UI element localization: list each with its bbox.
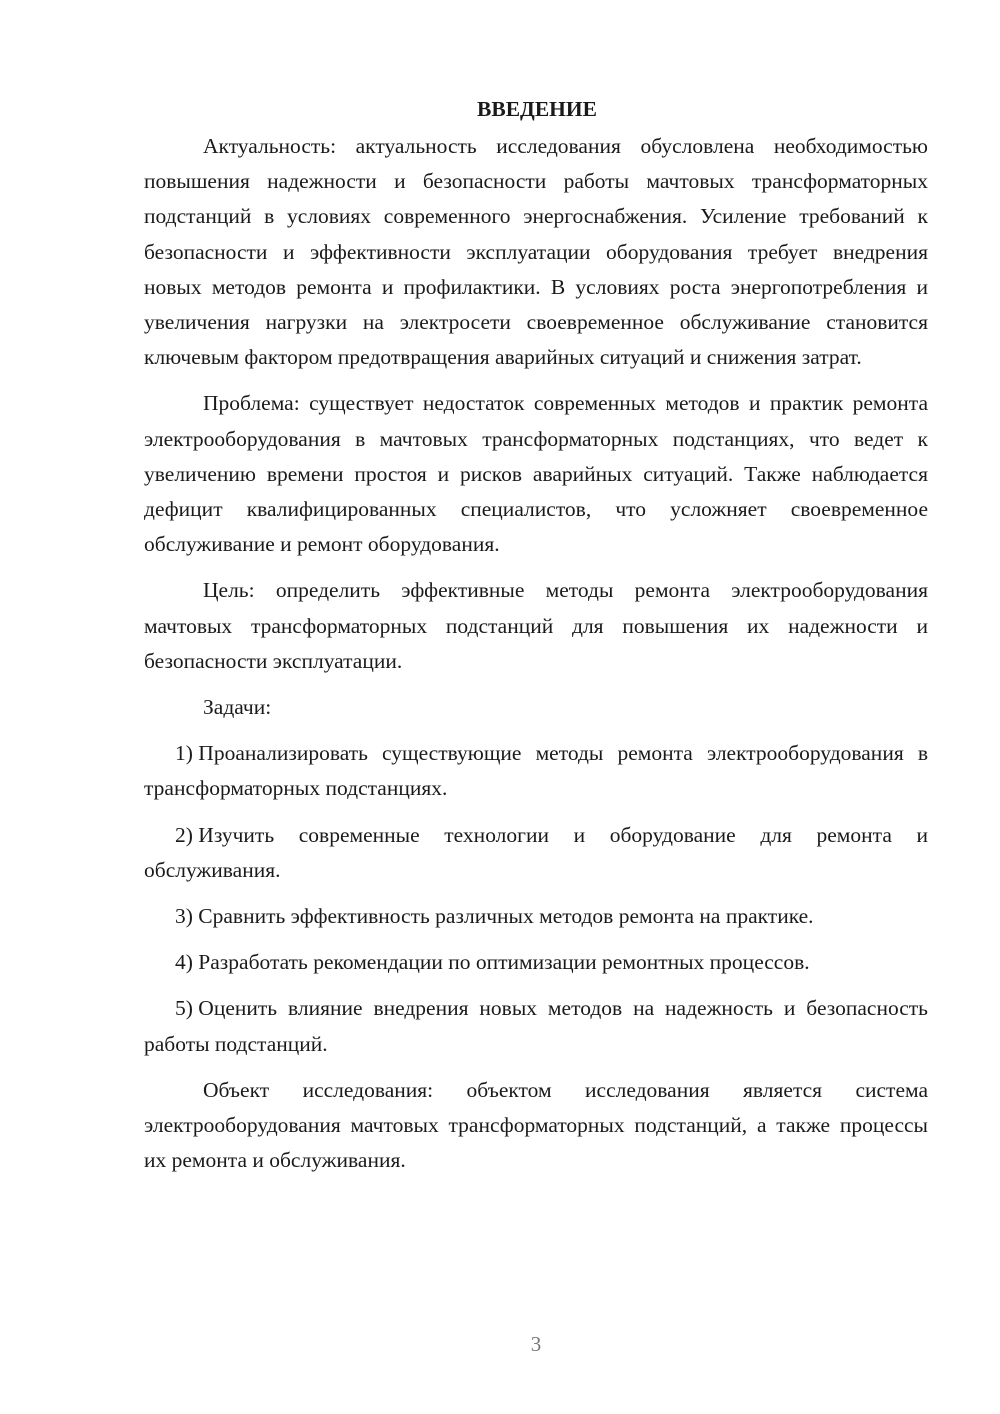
section-title: ВВЕДЕНИЕ xyxy=(477,97,597,121)
task-text: Оценить влияние внедрения новых методов на надежность и безопасность работы подстанций. xyxy=(144,996,928,1056)
relevance-paragraph: Актуальность: актуальность исследования обусловлена необходимостью повышения надежности и безопасности работы мачтовых трансформаторных подстанций в условиях современного энергоснабжения. Усиление требований к безопасности и эффективности эксплуатации оборудования требует внедрения новых методов ремонта и профилактики. В условиях роста энергопотребления и увеличения нагрузки на электросети своевременное обслуживание становится ключевым фактором предотвращения аварийных ситуаций и снижения затрат. xyxy=(144,134,928,370)
task-item-2 xyxy=(144,818,928,888)
document-page xyxy=(144,92,928,1189)
task-number: 1) xyxy=(175,741,193,766)
task-text: Проанализировать существующие методы ремонта электрооборудования в трансформаторных подстанциях. xyxy=(144,741,928,801)
goal-paragraph: Цель: определить эффективные методы ремонта электрооборудования мачтовых трансформаторных подстанций для повышения их надежности и безопасности эксплуатации. xyxy=(144,578,928,673)
task-number: 2) xyxy=(175,822,193,847)
task-number: 5) xyxy=(175,996,193,1021)
page-number: 3 xyxy=(530,1332,542,1356)
task-text: Сравнить эффективность различных методов ремонта на практике. xyxy=(198,904,814,929)
task-text: Разработать рекомендации по оптимизации ремонтных процессов. xyxy=(198,950,810,975)
tasks-list xyxy=(144,736,928,1062)
problem-paragraph: Проблема: существует недостаток современных методов и практик ремонта электрооборудования в мачтовых трансформаторных подстанциях, что ведет к увеличению времени простоя и рисков аварийных ситуаций. Также наблюдается дефицит квалифицированных специалистов, что усложняет своевременное обслуживание и ремонт оборудования. xyxy=(144,391,928,557)
task-item-3 xyxy=(144,899,928,934)
task-item-1 xyxy=(144,736,928,806)
task-text: Изучить современные технологии и оборудование для ремонта и обслуживания. xyxy=(144,822,928,882)
task-number: 4) xyxy=(175,950,193,975)
task-item-4 xyxy=(144,945,928,980)
task-number: 3) xyxy=(175,904,193,929)
task-item-5 xyxy=(144,991,928,1061)
tasks-heading: Задачи: xyxy=(203,695,272,720)
object-paragraph: Объект исследования: объектом исследования является система электрооборудования мачтовых трансформаторных подстанций, а также процессы их ремонта и обслуживания. xyxy=(144,1077,928,1173)
